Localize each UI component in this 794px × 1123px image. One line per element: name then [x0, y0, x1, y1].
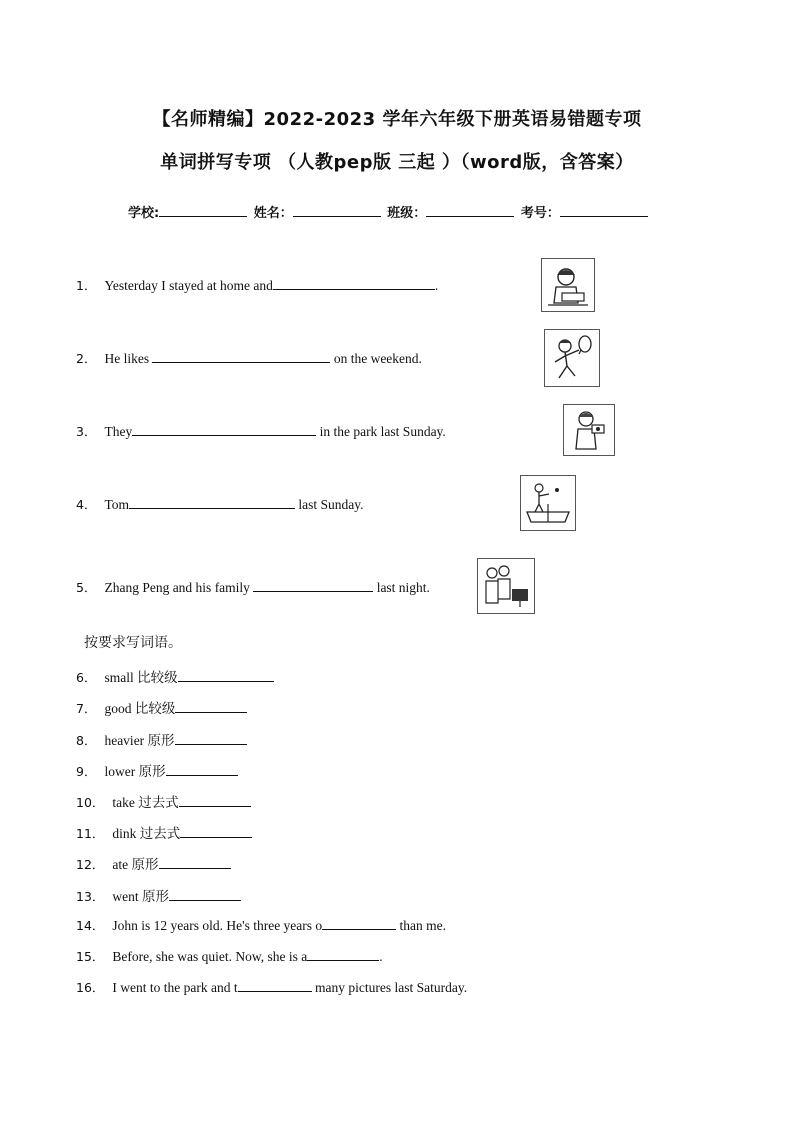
question-text-after: in the park last Sunday.: [319, 424, 446, 439]
answer-blank[interactable]: [253, 578, 373, 592]
question-text-before: Zhang Peng and his family: [104, 580, 250, 595]
family-tv-icon: [477, 558, 535, 614]
question-9: [76, 760, 238, 780]
question-number: 15．: [76, 949, 105, 964]
answer-blank[interactable]: [175, 699, 247, 713]
question-text: small 比较级: [104, 670, 178, 685]
answer-blank[interactable]: [180, 824, 252, 838]
question-number: 12．: [76, 857, 105, 872]
question-text: good 比较级: [104, 701, 176, 716]
question-text-after: last Sunday.: [298, 497, 364, 512]
question-7: [76, 697, 247, 717]
title-line-2: 单词拼写专项 （人教pep版 三起 ）（word版，含答案）: [160, 152, 634, 173]
question-12: [76, 853, 231, 873]
answer-blank[interactable]: [129, 495, 295, 509]
question-text-after: .: [379, 949, 383, 964]
answer-blank[interactable]: [152, 349, 330, 363]
answer-blank[interactable]: [169, 887, 241, 901]
answer-blank[interactable]: [307, 947, 379, 961]
question-text-after: on the weekend.: [333, 351, 422, 366]
question-2: [76, 349, 422, 367]
ping-pong-icon: [520, 475, 576, 531]
answer-blank[interactable]: [273, 276, 435, 290]
question-10: [76, 791, 251, 811]
exam-number-field[interactable]: [560, 204, 648, 217]
answer-blank[interactable]: [159, 855, 231, 869]
person-camera-icon: [563, 404, 615, 456]
name-label: 姓名：: [253, 206, 293, 221]
question-number: 14．: [76, 918, 105, 933]
question-number: 3．: [76, 424, 97, 439]
class-field[interactable]: [426, 204, 514, 217]
question-13: [76, 885, 241, 905]
question-number: 1．: [76, 278, 97, 293]
question-text-before: He likes: [104, 351, 150, 366]
question-text-before: They: [104, 424, 133, 439]
exam-number-label: 考号：: [520, 206, 560, 221]
question-16: [76, 978, 467, 996]
question-text-before: Yesterday I stayed at home and: [104, 278, 273, 293]
school-label: 学校:: [128, 206, 160, 221]
answer-blank[interactable]: [166, 762, 238, 776]
question-text: went 原形: [112, 889, 170, 904]
answer-blank[interactable]: [175, 731, 247, 745]
question-number: 4．: [76, 497, 97, 512]
school-field[interactable]: [159, 204, 247, 217]
question-3: [76, 422, 446, 440]
name-field[interactable]: [293, 204, 381, 217]
question-1: [76, 276, 438, 294]
question-text: ate 原形: [112, 857, 159, 872]
question-8: [76, 729, 247, 749]
answer-blank[interactable]: [322, 916, 396, 930]
question-text-after: .: [434, 278, 439, 293]
question-text-before: I went to the park and t: [112, 980, 238, 995]
question-number: 8．: [76, 733, 97, 748]
question-number: 6．: [76, 670, 97, 685]
question-text: take 过去式: [112, 795, 179, 810]
student-info-row: [128, 202, 650, 221]
title-line-1: 【名师精编】2022-2023 学年六年级下册英语易错题专项: [152, 109, 642, 130]
class-label: 班级：: [387, 206, 427, 221]
answer-blank[interactable]: [132, 422, 316, 436]
question-4: [76, 495, 364, 513]
question-text-after: than me.: [399, 918, 447, 933]
question-14: [76, 916, 446, 934]
question-number: 7．: [76, 701, 97, 716]
question-11: [76, 822, 252, 842]
answer-blank[interactable]: [179, 793, 251, 807]
answer-blank[interactable]: [238, 978, 312, 992]
question-number: 5．: [76, 580, 97, 595]
section-title: 按要求写词语。: [84, 635, 182, 651]
question-number: 10．: [76, 795, 105, 810]
question-text-after: many pictures last Saturday.: [315, 980, 468, 995]
question-text: lower 原形: [104, 764, 166, 779]
question-6: [76, 666, 274, 686]
question-5: [76, 578, 430, 596]
question-number: 9．: [76, 764, 97, 779]
boy-playing-icon: [544, 329, 600, 387]
question-text: dink 过去式: [112, 826, 181, 841]
question-number: 16．: [76, 980, 105, 995]
question-text-before: John is 12 years old. He's three years o: [112, 918, 323, 933]
answer-blank[interactable]: [178, 668, 274, 682]
question-15: [76, 947, 383, 965]
question-text-before: Before, she was quiet. Now, she is a: [112, 949, 308, 964]
question-text-after: last night.: [376, 580, 430, 595]
question-number: 13．: [76, 889, 105, 904]
question-text-before: Tom: [104, 497, 130, 512]
question-number: 2．: [76, 351, 97, 366]
question-number: 11．: [76, 826, 105, 841]
girl-reading-icon: [541, 258, 595, 312]
question-text: heavier 原形: [104, 733, 175, 748]
